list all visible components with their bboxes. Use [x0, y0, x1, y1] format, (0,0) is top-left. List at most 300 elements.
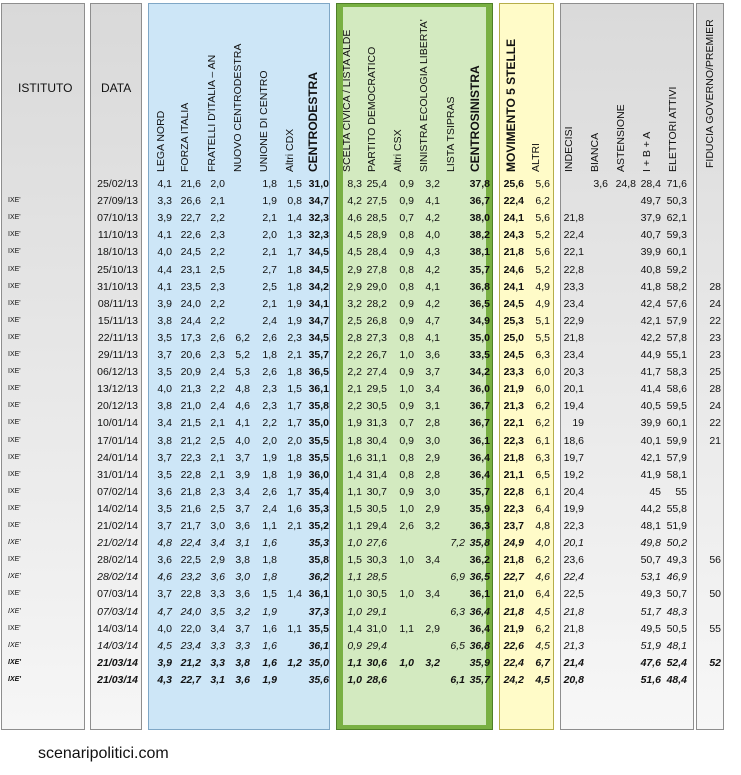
- value-cell: 3,7: [235, 622, 250, 635]
- date-cell: 11/10/13: [97, 229, 138, 242]
- value-cell: 1,0: [347, 588, 362, 601]
- value-cell: 2,4: [210, 400, 225, 413]
- value-cell: 31,1: [366, 451, 387, 464]
- value-cell: 0,9: [399, 297, 414, 310]
- column-header: INDECISI: [563, 126, 575, 172]
- value-cell: 23,4: [563, 349, 584, 361]
- date-cell: 21/02/14: [97, 520, 138, 532]
- value-cell: 23,1: [180, 263, 201, 276]
- value-cell: 1,6: [262, 622, 277, 635]
- istituto-cell: IXE': [8, 402, 21, 410]
- column-header: ELETTORI ATTIVI: [667, 86, 679, 172]
- column-header: Altri CDX: [284, 128, 296, 172]
- value-cell: 23,4: [563, 297, 584, 310]
- value-cell: 2,2: [210, 212, 225, 225]
- value-cell: 1,8: [262, 349, 277, 361]
- value-cell: 34,5: [308, 331, 329, 344]
- value-cell: 21,8: [563, 605, 584, 618]
- value-cell: 55,8: [666, 502, 687, 515]
- value-cell: 30,5: [366, 588, 387, 601]
- value-cell: 39,9: [640, 417, 661, 430]
- value-cell: 3,9: [157, 212, 172, 225]
- value-cell: 0,9: [399, 314, 414, 327]
- value-cell: 36,1: [308, 588, 329, 601]
- value-cell: 2,9: [347, 280, 362, 293]
- value-cell: 2,0: [210, 178, 225, 190]
- value-cell: 25,6: [503, 178, 524, 190]
- value-cell: 51,7: [640, 605, 661, 618]
- value-cell: 1,7: [287, 246, 302, 259]
- value-cell: 3,5: [157, 502, 172, 515]
- value-cell: 21,8: [563, 622, 584, 635]
- value-cell: 22,8: [180, 588, 201, 601]
- istituto-cell: IXE': [8, 453, 21, 461]
- value-cell: 4,5: [347, 229, 362, 242]
- date-cell: 14/03/14: [97, 639, 138, 652]
- value-cell: 30,5: [366, 502, 387, 515]
- value-cell: 48,4: [666, 673, 687, 686]
- value-cell: 42,1: [640, 451, 661, 464]
- value-cell: 0,9: [399, 434, 414, 447]
- value-cell: 3,0: [425, 485, 440, 498]
- value-cell: 29,5: [366, 383, 387, 396]
- value-cell: 36,1: [469, 434, 490, 447]
- value-cell: 26,6: [180, 195, 201, 208]
- value-cell: 3,2: [425, 656, 440, 669]
- value-cell: 1,9: [262, 673, 277, 686]
- value-cell: 5,2: [235, 349, 250, 361]
- value-cell: 23,6: [563, 554, 584, 567]
- value-cell: 21,7: [180, 520, 201, 532]
- value-cell: 35,6: [308, 673, 329, 686]
- value-cell: 5,6: [535, 212, 550, 225]
- value-cell: 50,7: [666, 588, 687, 601]
- istituto-cell: IXE': [8, 419, 21, 427]
- value-cell: 33,5: [469, 349, 490, 361]
- value-cell: 2,2: [210, 383, 225, 396]
- value-cell: 22,8: [180, 468, 201, 481]
- value-cell: 4,5: [535, 639, 550, 652]
- value-cell: 36,5: [469, 571, 490, 584]
- value-cell: 19: [572, 417, 584, 430]
- value-cell: 55,1: [666, 349, 687, 361]
- value-cell: 4,6: [157, 571, 172, 584]
- value-cell: 36,0: [308, 468, 329, 481]
- value-cell: 3,7: [425, 366, 440, 379]
- value-cell: 21,8: [503, 554, 524, 567]
- value-cell: 40,8: [640, 263, 661, 276]
- value-cell: 23,7: [503, 520, 524, 532]
- value-cell: 4,8: [157, 537, 172, 550]
- value-cell: 6,2: [535, 195, 550, 208]
- value-cell: 2,2: [210, 297, 225, 310]
- value-cell: 2,0: [287, 434, 302, 447]
- istituto-cell: IXE': [8, 539, 21, 547]
- istituto-cell: IXE': [8, 333, 21, 341]
- date-cell: 31/01/14: [97, 468, 138, 481]
- value-cell: 22,5: [563, 588, 584, 601]
- value-cell: 4,2: [425, 263, 440, 276]
- date-cell: 14/03/14: [97, 622, 138, 635]
- value-cell: 28: [709, 383, 721, 396]
- value-cell: 50,2: [666, 537, 687, 550]
- value-cell: 23: [709, 331, 721, 344]
- value-cell: 22,4: [503, 656, 524, 669]
- value-cell: 6,3: [535, 451, 550, 464]
- value-cell: 20,3: [563, 366, 584, 379]
- value-cell: 2,4: [262, 502, 277, 515]
- value-cell: 4,6: [235, 400, 250, 413]
- value-cell: 20,8: [563, 673, 584, 686]
- value-cell: 1,8: [287, 451, 302, 464]
- column-header: MOVIMENTO 5 STELLE: [504, 38, 518, 172]
- value-cell: 0,9: [399, 246, 414, 259]
- value-cell: 48,3: [666, 605, 687, 618]
- istituto-cell: IXE': [8, 522, 21, 529]
- value-cell: 1,6: [262, 639, 277, 652]
- value-cell: 1,8: [262, 571, 277, 584]
- value-cell: 0,8: [287, 195, 302, 208]
- value-cell: 2,9: [210, 554, 225, 567]
- value-cell: 22,4: [563, 571, 584, 584]
- value-cell: 57,9: [666, 451, 687, 464]
- value-cell: 1,1: [347, 485, 362, 498]
- value-cell: 21,3: [503, 400, 524, 413]
- value-cell: 41,4: [640, 383, 661, 396]
- value-cell: 28,5: [366, 571, 387, 584]
- value-cell: 19,7: [563, 451, 584, 464]
- value-cell: 36,4: [469, 451, 490, 464]
- value-cell: 5,2: [535, 229, 550, 242]
- value-cell: 46,9: [666, 571, 687, 584]
- value-cell: 3,4: [425, 383, 440, 396]
- value-cell: 24,4: [180, 314, 201, 327]
- value-cell: 2,3: [210, 280, 225, 293]
- value-cell: 6,4: [535, 502, 550, 515]
- date-cell: 07/02/14: [97, 485, 138, 498]
- value-cell: 3,0: [235, 571, 250, 584]
- column-header: FORZA ITALIA: [179, 102, 191, 172]
- date-cell: 07/03/14: [97, 588, 138, 601]
- value-cell: 25,4: [366, 178, 387, 190]
- value-cell: 4,3: [425, 246, 440, 259]
- value-cell: 19,4: [563, 400, 584, 413]
- istituto-cell: IXE': [8, 231, 21, 239]
- value-cell: 2,1: [287, 349, 302, 361]
- value-cell: 3,3: [210, 639, 225, 652]
- value-cell: 23,3: [503, 366, 524, 379]
- istituto-cell: IXE': [8, 368, 21, 376]
- column-header: I + B + A: [641, 131, 653, 172]
- value-cell: 38,1: [469, 246, 490, 259]
- value-cell: 35,3: [308, 537, 329, 550]
- value-cell: 1,0: [399, 588, 414, 601]
- value-cell: 50,5: [666, 622, 687, 635]
- value-cell: 2,8: [347, 331, 362, 344]
- value-cell: 22,6: [180, 229, 201, 242]
- value-cell: 36,4: [469, 622, 490, 635]
- value-cell: 35,0: [308, 656, 329, 669]
- value-cell: 24,5: [503, 297, 524, 310]
- column-header: LISTA TSIPRAS: [445, 96, 457, 172]
- value-cell: 35,3: [308, 502, 329, 515]
- value-cell: 36,2: [469, 554, 490, 567]
- value-cell: 22,9: [563, 314, 584, 327]
- value-cell: 40,1: [640, 434, 661, 447]
- value-cell: 28,5: [366, 212, 387, 225]
- value-cell: 2,2: [347, 366, 362, 379]
- value-cell: 24,9: [503, 537, 524, 550]
- date-cell: 22/11/13: [97, 331, 138, 344]
- value-cell: 24: [709, 297, 721, 310]
- value-cell: 30,6: [366, 656, 387, 669]
- value-cell: 35,7: [469, 485, 490, 498]
- value-cell: 1,7: [287, 485, 302, 498]
- value-cell: 36,2: [308, 571, 329, 584]
- value-cell: 1,7: [287, 417, 302, 430]
- value-cell: 34,7: [308, 314, 329, 327]
- value-cell: 2,5: [262, 280, 277, 293]
- date-cell: 21/03/14: [97, 656, 138, 669]
- istituto-cell: IXE': [8, 607, 21, 615]
- value-cell: 47,6: [640, 656, 661, 669]
- value-cell: 3,3: [157, 195, 172, 208]
- value-cell: 1,6: [262, 656, 277, 669]
- istituto-cell: IXE': [8, 385, 21, 393]
- value-cell: 49,7: [640, 195, 661, 208]
- value-cell: 36,4: [469, 605, 490, 618]
- value-cell: 1,3: [287, 229, 302, 242]
- value-cell: 2,1: [210, 195, 225, 208]
- value-cell: 35,8: [469, 537, 490, 550]
- value-cell: 34,2: [469, 366, 490, 379]
- value-cell: 38,0: [469, 212, 490, 225]
- value-cell: 36,7: [469, 195, 490, 208]
- value-cell: 44,2: [640, 502, 661, 515]
- value-cell: 3,6: [235, 588, 250, 601]
- value-cell: 58,2: [666, 280, 687, 293]
- value-cell: 1,8: [262, 178, 277, 190]
- value-cell: 50,3: [666, 195, 687, 208]
- value-cell: 1,5: [347, 554, 362, 567]
- value-cell: 59,2: [666, 263, 687, 276]
- value-cell: 45: [649, 485, 661, 498]
- date-cell: 25/10/13: [97, 263, 138, 276]
- value-cell: 2,6: [262, 485, 277, 498]
- value-cell: 3,6: [210, 571, 225, 584]
- value-cell: 3,4: [425, 588, 440, 601]
- value-cell: 1,7: [287, 400, 302, 413]
- value-cell: 4,7: [157, 605, 172, 618]
- value-cell: 50,7: [640, 554, 661, 567]
- value-cell: 1,0: [399, 383, 414, 396]
- value-cell: 1,1: [287, 622, 302, 635]
- column-header: UNIONE DI CENTRO: [258, 70, 270, 172]
- value-cell: 24,1: [503, 280, 524, 293]
- value-cell: 49,8: [640, 537, 661, 550]
- value-cell: 2,6: [399, 520, 414, 532]
- value-cell: 3,7: [157, 588, 172, 601]
- value-cell: 27,3: [366, 331, 387, 344]
- value-cell: 4,0: [157, 246, 172, 259]
- value-cell: 35,7: [469, 673, 490, 686]
- value-cell: 57,6: [666, 297, 687, 310]
- value-cell: 35,7: [308, 349, 329, 361]
- value-cell: 51,9: [666, 520, 687, 532]
- value-cell: 21,1: [503, 468, 524, 481]
- date-cell: 08/11/13: [97, 297, 138, 310]
- value-cell: 1,0: [399, 349, 414, 361]
- value-cell: 3,4: [157, 417, 172, 430]
- value-cell: 1,4: [347, 468, 362, 481]
- value-cell: 1,9: [262, 451, 277, 464]
- value-cell: 34,7: [308, 195, 329, 208]
- value-cell: 4,2: [425, 297, 440, 310]
- value-cell: 21,8: [180, 485, 201, 498]
- date-cell: 28/02/14: [97, 554, 138, 567]
- value-cell: 42,1: [640, 314, 661, 327]
- value-cell: 29,1: [366, 605, 387, 618]
- value-cell: 1,8: [262, 468, 277, 481]
- value-cell: 22,3: [180, 451, 201, 464]
- value-cell: 36,7: [469, 417, 490, 430]
- value-cell: 2,6: [262, 366, 277, 379]
- value-cell: 22,4: [503, 195, 524, 208]
- value-cell: 2,2: [347, 400, 362, 413]
- date-cell: 06/12/13: [97, 366, 138, 379]
- value-cell: 0,9: [399, 400, 414, 413]
- value-cell: 2,8: [425, 468, 440, 481]
- value-cell: 48,1: [666, 639, 687, 652]
- value-cell: 60,1: [666, 246, 687, 259]
- value-cell: 4,1: [425, 280, 440, 293]
- value-cell: 20,4: [563, 485, 584, 498]
- value-cell: 2,9: [425, 451, 440, 464]
- value-cell: 4,5: [535, 605, 550, 618]
- value-cell: 60,1: [666, 417, 687, 430]
- value-cell: 4,4: [157, 263, 172, 276]
- value-cell: 25,3: [503, 314, 524, 327]
- value-cell: 1,9: [287, 468, 302, 481]
- value-cell: 3,0: [210, 520, 225, 532]
- date-cell: 18/10/13: [97, 246, 138, 259]
- value-cell: 20,6: [180, 349, 201, 361]
- value-cell: 57,9: [666, 314, 687, 327]
- value-cell: 35,2: [308, 520, 329, 532]
- value-cell: 8,3: [347, 178, 362, 190]
- value-cell: 6,3: [450, 605, 465, 618]
- value-cell: 4,1: [157, 178, 172, 190]
- value-cell: 40,7: [640, 229, 661, 242]
- value-cell: 2,6: [210, 331, 225, 344]
- value-cell: 22,3: [503, 434, 524, 447]
- value-cell: 3,6: [593, 178, 608, 190]
- value-cell: 22,0: [180, 622, 201, 635]
- column-header: FRATELLI D'ITALIA – AN: [206, 54, 218, 172]
- value-cell: 6,9: [450, 571, 465, 584]
- value-cell: 6,0: [535, 383, 550, 396]
- value-cell: 2,4: [210, 366, 225, 379]
- value-cell: 35,0: [469, 331, 490, 344]
- value-cell: 4,0: [425, 229, 440, 242]
- date-cell: 24/01/14: [97, 451, 138, 464]
- value-cell: 4,9: [535, 297, 550, 310]
- value-cell: 1,4: [287, 212, 302, 225]
- value-cell: 24,6: [503, 263, 524, 276]
- value-cell: 53,1: [640, 571, 661, 584]
- value-cell: 35,9: [469, 502, 490, 515]
- value-cell: 28,2: [366, 297, 387, 310]
- value-cell: 32,3: [308, 229, 329, 242]
- value-cell: 24,1: [503, 212, 524, 225]
- column-header: SCELTA CIVICA / LISTA ALDE: [341, 29, 353, 172]
- value-cell: 58,3: [666, 366, 687, 379]
- value-cell: 22,4: [180, 537, 201, 550]
- value-cell: 6,4: [535, 588, 550, 601]
- value-cell: 24,8: [615, 178, 636, 190]
- value-cell: 31,3: [366, 417, 387, 430]
- value-cell: 3,6: [157, 554, 172, 567]
- date-cell: 28/02/14: [97, 571, 138, 584]
- istituto-cell: IXE': [8, 351, 21, 358]
- value-cell: 30,7: [366, 485, 387, 498]
- value-cell: 4,0: [157, 622, 172, 635]
- value-cell: 1,1: [399, 622, 414, 635]
- value-cell: 3,7: [157, 520, 172, 532]
- value-cell: 6,3: [535, 349, 550, 361]
- value-cell: 26,8: [366, 314, 387, 327]
- istituto-cell: IXE': [8, 470, 21, 478]
- column-header: ALTRI: [530, 143, 542, 172]
- value-cell: 21,8: [503, 246, 524, 259]
- value-cell: 0,9: [399, 366, 414, 379]
- value-cell: 1,8: [347, 434, 362, 447]
- value-cell: 22,8: [503, 485, 524, 498]
- value-cell: 4,6: [535, 571, 550, 584]
- value-cell: 31,0: [366, 622, 387, 635]
- istituto-cell: IXE': [8, 265, 21, 273]
- istituto-cell: IXE': [8, 504, 21, 512]
- value-cell: 2,3: [262, 383, 277, 396]
- column-header: CENTRODESTRA: [306, 71, 320, 172]
- value-cell: 4,9: [535, 280, 550, 293]
- value-cell: 28,6: [366, 673, 387, 686]
- value-cell: 35,5: [308, 622, 329, 635]
- value-cell: 3,8: [235, 554, 250, 567]
- value-cell: 2,9: [425, 622, 440, 635]
- value-cell: 37,9: [640, 212, 661, 225]
- value-cell: 2,3: [210, 485, 225, 498]
- value-cell: 0,8: [399, 331, 414, 344]
- value-cell: 1,8: [287, 263, 302, 276]
- value-cell: 21,8: [563, 212, 584, 225]
- value-cell: 3,5: [157, 331, 172, 344]
- value-cell: 2,3: [210, 229, 225, 242]
- value-cell: 24,0: [180, 297, 201, 310]
- value-cell: 36,5: [469, 297, 490, 310]
- value-cell: 35,8: [308, 400, 329, 413]
- value-cell: 4,0: [535, 537, 550, 550]
- value-cell: 0,8: [399, 263, 414, 276]
- value-cell: 22,7: [503, 571, 524, 584]
- value-cell: 2,1: [262, 246, 277, 259]
- date-cell: 17/01/14: [97, 434, 138, 447]
- value-cell: 1,9: [347, 417, 362, 430]
- value-cell: 0,8: [399, 229, 414, 242]
- value-cell: 1,4: [287, 588, 302, 601]
- value-cell: 2,0: [262, 434, 277, 447]
- value-cell: 4,2: [425, 212, 440, 225]
